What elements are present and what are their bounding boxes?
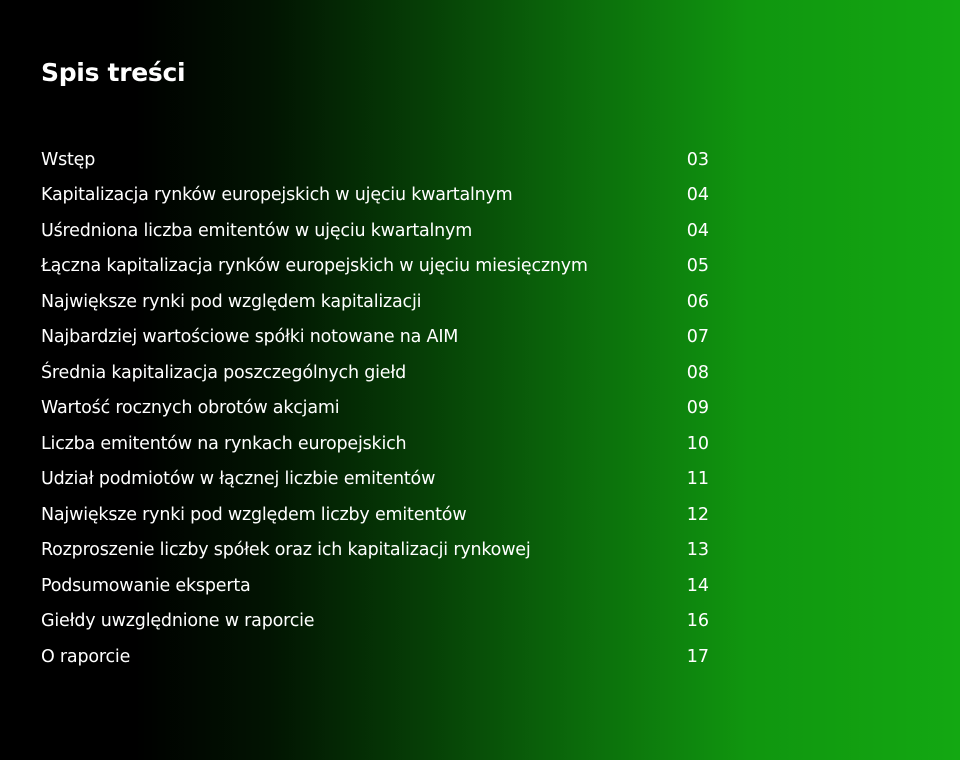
toc-entry-label: Wartość rocznych obrotów akcjami (41, 398, 340, 419)
toc-entry-label: Rozproszenie liczby spółek oraz ich kapitalizacji rynkowej (41, 540, 531, 561)
toc-entry-najwieksze-rynki-emitenci[interactable] (41, 497, 709, 533)
toc-entry-liczba-emitentow[interactable] (41, 426, 709, 462)
toc-entry-label: Uśredniona liczba emitentów w ujęciu kwartalnym (41, 220, 473, 241)
toc-entry-page-number: 06 (686, 291, 709, 312)
toc-entry-label: Średnia kapitalizacja poszczególnych giełd (41, 362, 407, 383)
toc-entry-page-number: 08 (686, 362, 709, 383)
toc-entry-page-number: 05 (686, 256, 709, 277)
toc-entry-label: Wstęp (41, 149, 96, 170)
toc-entry-o-raporcie[interactable] (41, 639, 709, 675)
toc-entry-page-number: 13 (686, 540, 709, 561)
toc-entry-wstep[interactable] (41, 142, 709, 178)
toc-entry-page-number: 04 (686, 185, 709, 206)
toc-entry-page-number: 03 (686, 149, 709, 170)
toc-entry-page-number: 04 (686, 220, 709, 241)
toc-entry-page-number: 11 (686, 469, 709, 490)
page-title: Spis treści (41, 58, 186, 87)
toc-entry-page-number: 17 (686, 646, 709, 667)
toc-entry-label: Liczba emitentów na rynkach europejskich (41, 433, 407, 454)
toc-entry-label: Kapitalizacja rynków europejskich w ujęciu kwartalnym (41, 185, 513, 206)
toc-list (41, 142, 709, 675)
toc-entry-najwieksze-rynki-kapitalizacja[interactable] (41, 284, 709, 320)
toc-entry-page-number: 12 (686, 504, 709, 525)
toc-entry-page-number: 14 (686, 575, 709, 596)
toc-entry-page-number: 09 (686, 398, 709, 419)
toc-entry-podsumowanie-eksperta[interactable] (41, 568, 709, 604)
toc-entry-gieldy[interactable] (41, 604, 709, 640)
toc-entry-page-number: 07 (686, 327, 709, 348)
toc-entry-label: Największe rynki pod względem kapitalizacji (41, 291, 422, 312)
toc-entry-srednia-kapitalizacja[interactable] (41, 355, 709, 391)
toc-entry-udzial-podmiotow[interactable] (41, 462, 709, 498)
toc-entry-label: Łączna kapitalizacja rynków europejskich w ujęciu miesięcznym (41, 256, 588, 277)
toc-entry-liczba-emitentow-kwartalna[interactable] (41, 213, 709, 249)
toc-entry-label: O raporcie (41, 646, 131, 667)
toc-entry-label: Największe rynki pod względem liczby emitentów (41, 504, 467, 525)
toc-entry-page-number: 16 (686, 611, 709, 632)
toc-entry-kapitalizacja-miesieczna[interactable] (41, 249, 709, 285)
toc-entry-label: Najbardziej wartościowe spółki notowane na AIM (41, 327, 459, 348)
toc-entry-page-number: 10 (686, 433, 709, 454)
toc-entry-rozproszenie[interactable] (41, 533, 709, 569)
toc-entry-label: Udział podmiotów w łącznej liczbie emitentów (41, 469, 436, 490)
toc-entry-label: Giełdy uwzględnione w raporcie (41, 611, 315, 632)
toc-entry-label: Podsumowanie eksperta (41, 575, 251, 596)
toc-entry-kapitalizacja-kwartalna[interactable] (41, 178, 709, 214)
toc-entry-spolki-aim[interactable] (41, 320, 709, 356)
toc-entry-obroty-akcjami[interactable] (41, 391, 709, 427)
